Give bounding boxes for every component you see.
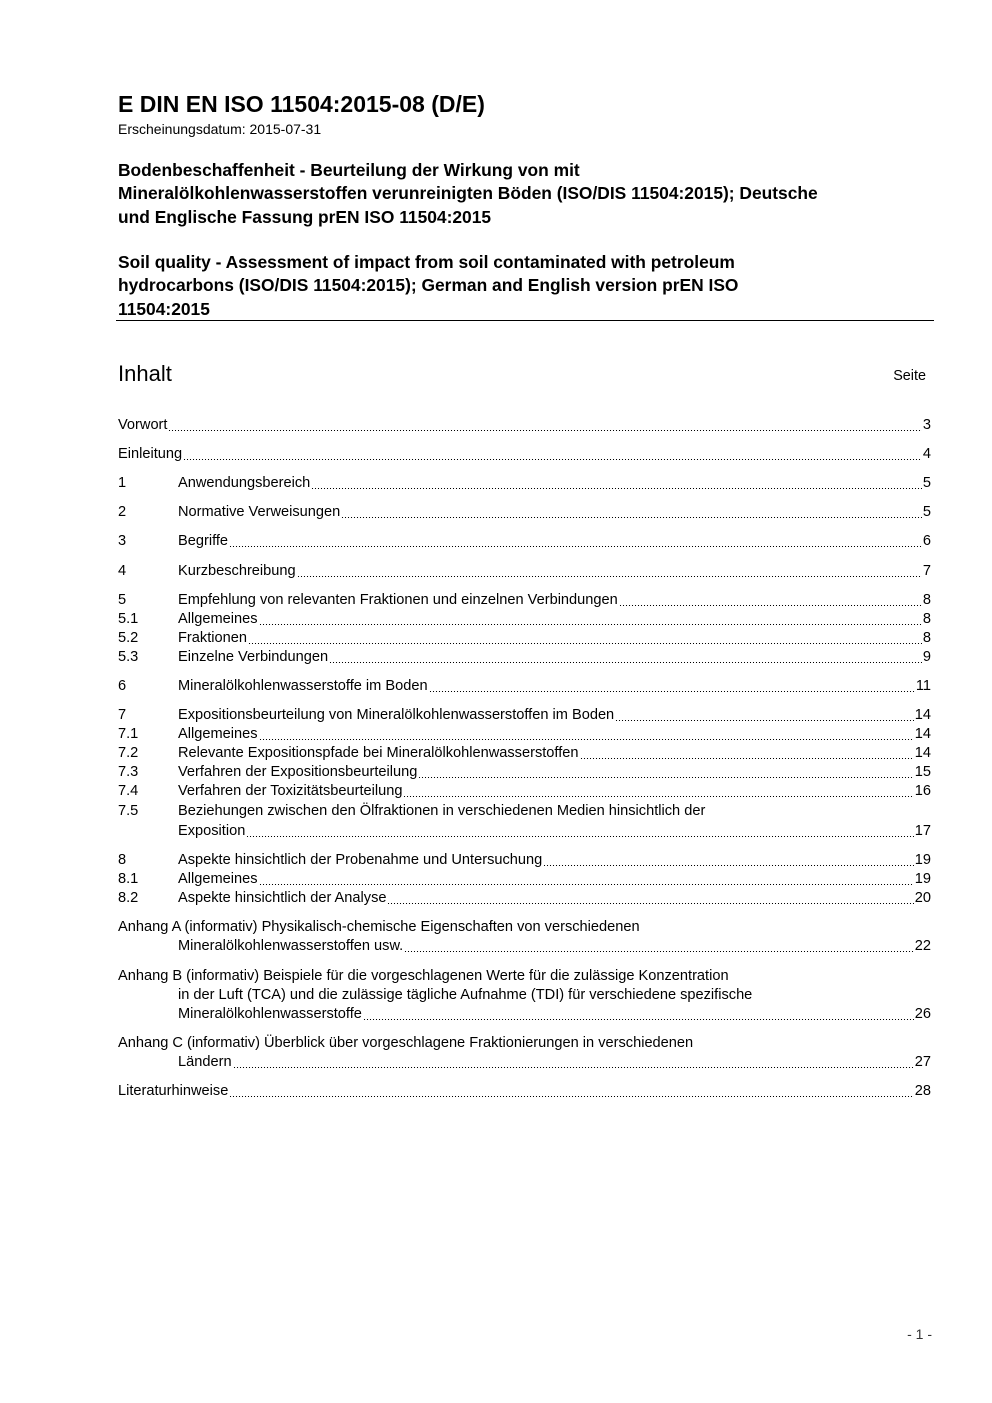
toc-entry-number: 7.1 [118,726,139,742]
toc-entry-5-3[interactable] [118,648,931,667]
toc-entry-number: 3 [118,533,127,549]
toc-entry-title: Allgemeines [178,611,258,627]
toc-entry-5-1[interactable] [118,610,931,629]
toc-entry-number: 8.1 [118,871,139,887]
toc-leader-dots [387,889,913,908]
toc-entry-page: 5 [922,475,931,491]
toc-entry-title: Verfahren der Expositionsbeurteilung [178,764,418,780]
toc-entry-title: Fraktionen [178,630,247,646]
toc-entry-7-3[interactable] [118,763,931,782]
title-divider [116,320,934,321]
toc-entry-page: 27 [914,1054,931,1070]
toc-entry-number: 1 [118,475,127,491]
toc-entry-page: 7 [922,563,931,579]
toc-leader-dots [418,763,913,782]
toc-entry-title-cont: Mineralölkohlenwasserstoffe [178,1006,362,1022]
toc-entry-literaturhinweise[interactable] [118,1082,931,1101]
toc-entry-page: 8 [922,630,931,646]
toc-entry-number: 7.4 [118,783,139,799]
toc-entry-title: Empfehlung von relevanten Fraktionen und einzelnen Verbindungen [178,592,618,608]
toc-entry-einleitung[interactable] [118,445,931,464]
toc-leader-dots [615,706,914,725]
toc-entry-page: 15 [914,764,931,780]
toc-entry-title: Beziehungen zwischen den Ölfraktionen in verschiedenen Medien hinsichtlich der [178,803,706,819]
toc-leader-dots [403,782,913,801]
toc-entry-7-2[interactable] [118,744,931,763]
toc-leader-dots [168,416,921,435]
toc-entry-number: 4 [118,563,127,579]
toc-leader-dots [233,1053,914,1072]
toc-entry-title: Relevante Expositionspfade bei Mineralölkohlenwasserstoffen [178,745,579,761]
toc-entry-page: 3 [922,417,931,433]
toc-entry-page: 26 [914,1006,931,1022]
toc-entry-title: Vorwort [118,417,168,433]
title-german-line: Mineralölkohlenwasserstoffen verunreinigten Böden (ISO/DIS 11504:2015); Deutsche [118,183,818,204]
toc-annex-a-title: Anhang A (informativ) Physikalisch-chemische Eigenschaften von verschiedenen [118,919,640,935]
toc-entry-page: 14 [914,745,931,761]
toc-entry-title: Mineralölkohlenwasserstoffe im Boden [178,678,428,694]
toc-entry-page: 11 [915,678,931,694]
toc-annex-c-title: Anhang C (informativ) Überblick über vorgeschlagene Fraktionierungen in verschiedenen [118,1035,694,1051]
toc-entry-page: 9 [922,649,931,665]
title-english [118,251,938,321]
toc-leader-dots [341,503,922,522]
toc-entry-title: Verfahren der Toxizitätsbeurteilung [178,783,403,799]
publication-date: Erscheinungsdatum: 2015-07-31 [118,121,322,137]
document-code: E DIN EN ISO 11504:2015-08 (D/E) [118,91,485,117]
toc-entry-5[interactable] [118,591,931,610]
toc-entry-annex-a[interactable] [118,937,931,956]
toc-page-label: Seite [893,368,926,384]
toc-entry-page: 8 [922,592,931,608]
toc-entry-page: 17 [914,823,931,839]
toc-entry-title: Aspekte hinsichtlich der Analyse [178,890,387,906]
toc-leader-dots [248,629,922,648]
toc-leader-dots [259,725,914,744]
toc-leader-dots [229,532,922,551]
toc-entry-2[interactable] [118,503,931,522]
toc-entry-7-1[interactable] [118,725,931,744]
toc-entry-1[interactable] [118,474,931,493]
toc-entry-title-cont: Exposition [178,823,246,839]
toc-entry-8-1[interactable] [118,870,931,889]
toc-leader-dots [259,870,914,889]
toc-entry-number: 5 [118,592,127,608]
toc-entry-title: Begriffe [178,533,229,549]
toc-entry-3[interactable] [118,532,931,551]
toc-entry-page: 28 [914,1083,931,1099]
toc-leader-dots [404,937,914,956]
toc-entry-title: Aspekte hinsichtlich der Probenahme und Untersuchung [178,852,543,868]
toc-entry-8[interactable] [118,851,931,870]
toc-entry-annex-c[interactable] [118,1053,931,1072]
toc-leader-dots [259,610,922,629]
toc-leader-dots [297,562,922,581]
title-german-line: Bodenbeschaffenheit - Beurteilung der Wirkung von mit [118,160,580,180]
toc-leader-dots [429,677,915,696]
toc-entry-7-5[interactable] [118,822,931,841]
toc-entry-title: Einzelne Verbindungen [178,649,329,665]
toc-entry-page: 8 [922,611,931,627]
toc-entry-title: Allgemeines [178,726,258,742]
toc-entry-title-cont: Mineralölkohlenwasserstoffen usw. [178,938,404,954]
toc-entry-number: 7 [118,707,127,723]
toc-entry-title: Anwendungsbereich [178,475,311,491]
toc-leader-dots [619,591,922,610]
title-english-line: 11504:2015 [118,298,210,319]
toc-entry-6[interactable] [118,677,931,696]
toc-entry-title: Normative Verweisungen [178,504,341,520]
toc-entry-number: 6 [118,678,127,694]
title-german-line: und Englische Fassung prEN ISO 11504:2015 [118,206,492,227]
toc-leader-dots [363,1005,914,1024]
toc-entry-number: 7.3 [118,764,139,780]
toc-entry-title: Literaturhinweise [118,1083,229,1099]
toc-entry-title: Allgemeines [178,871,258,887]
toc-entry-page: 14 [914,707,931,723]
toc-leader-dots [183,445,922,464]
toc-entry-number: 5.3 [118,649,139,665]
toc-entry-4[interactable] [118,562,931,581]
title-german [118,159,938,229]
title-english-line: Soil quality - Assessment of impact from soil contaminated with petroleum [118,252,735,272]
toc-leader-dots [229,1082,913,1101]
page-number: - 1 - [907,1326,932,1342]
toc-entry-page: 6 [922,533,931,549]
toc-entry-5-2[interactable] [118,629,931,648]
toc-entry-annex-b[interactable] [118,1005,931,1024]
toc-entry-8-2[interactable] [118,889,931,908]
toc-entry-number: 8 [118,852,127,868]
toc-entry-page: 19 [914,871,931,887]
toc-entry-page: 22 [914,938,931,954]
toc-entry-page: 16 [914,783,931,799]
toc-entry-number: 5.1 [118,611,139,627]
toc-entry-title: Einleitung [118,446,183,462]
toc-annex-b-title-cont: in der Luft (TCA) und die zulässige tägliche Aufnahme (TDI) für verschiedene spezifische [178,987,753,1003]
title-english-line: hydrocarbons (ISO/DIS 11504:2015); German and English version prEN ISO [118,275,739,296]
toc-entry-7-4[interactable] [118,782,931,801]
toc-entry-title: Expositionsbeurteilung von Mineralölkohlenwasserstoffen im Boden [178,707,615,723]
toc-entry-page: 5 [922,504,931,520]
toc-entry-7[interactable] [118,706,931,725]
toc-entry-title-cont: Ländern [178,1054,232,1070]
toc-entry-number: 5.2 [118,630,139,646]
toc-leader-dots [580,744,914,763]
toc-entry-page: 14 [914,726,931,742]
toc-leader-dots [543,851,914,870]
toc-leader-dots [329,648,922,667]
toc-entry-number: 7.2 [118,745,139,761]
toc-entry-page: 20 [914,890,931,906]
toc-annex-b-title: Anhang B (informativ) Beispiele für die vorgeschlagenen Werte für die zulässige Konzentration [118,968,729,984]
toc-entry-vorwort[interactable] [118,416,931,435]
toc-entry-number: 2 [118,504,127,520]
toc-entry-title: Kurzbeschreibung [178,563,296,579]
toc-entry-page: 19 [914,852,931,868]
toc-entry-page: 4 [922,446,931,462]
toc-entry-number: 8.2 [118,890,139,906]
toc-heading: Inhalt [118,361,172,386]
toc-leader-dots [311,474,922,493]
toc-leader-dots [246,822,913,841]
toc-entry-number: 7.5 [118,803,139,819]
